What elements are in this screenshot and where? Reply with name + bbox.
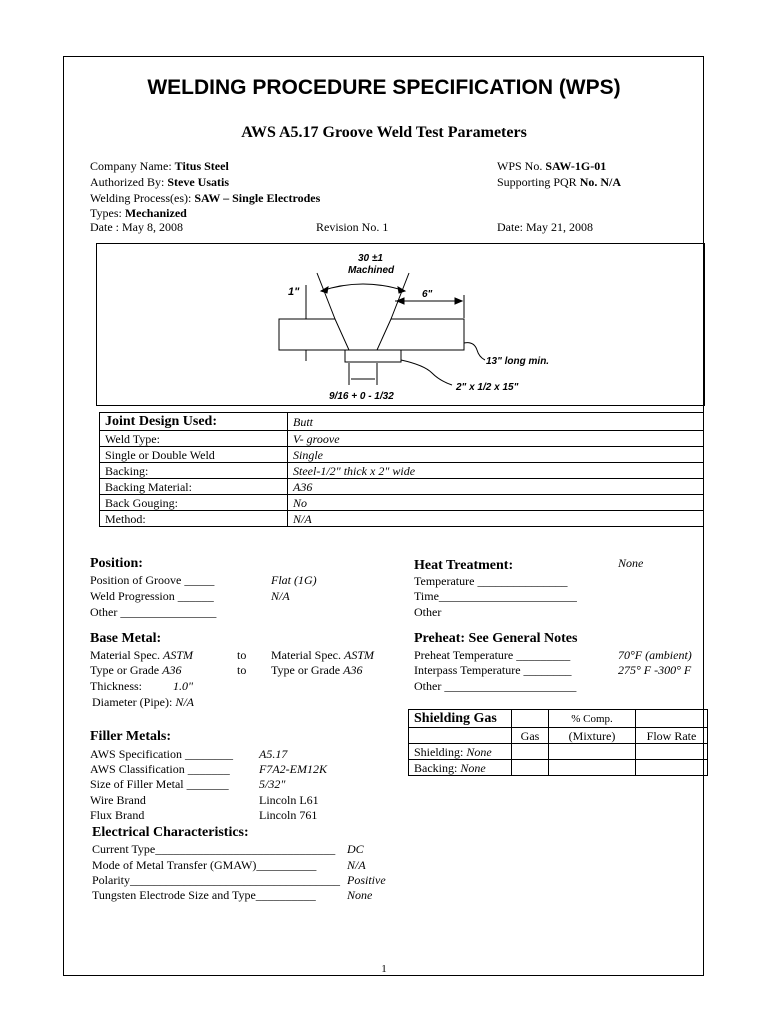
drawing-length: 13" long min.: [486, 356, 550, 367]
table-row: [100, 511, 704, 527]
table-row: [100, 495, 704, 511]
page-number: 1: [381, 963, 387, 975]
tungsten-value: None: [347, 888, 373, 902]
base-metal-title: Base Metal:: [90, 631, 162, 646]
current-type-value: DC: [347, 842, 364, 856]
row-value: V- groove: [288, 431, 704, 447]
drawing-machined: Machined: [348, 265, 395, 276]
thickness-value: 1.0": [173, 679, 194, 693]
comp-header: % Comp.: [549, 710, 636, 728]
material-spec-2: Material Spec. ASTM: [271, 648, 374, 662]
mixture-header: (Mixture): [549, 728, 636, 744]
material-spec-1: Material Spec. ASTM: [90, 648, 193, 662]
table-row: [100, 431, 704, 447]
position-groove-label: Position of Groove _____: [90, 573, 215, 587]
drawing-angle: 30 ±1: [358, 253, 383, 264]
row-label: Back Gouging:: [100, 495, 288, 511]
polarity-label: Polarity___________________________________: [92, 873, 340, 887]
current-type-label: Current Type______________________________: [92, 842, 336, 856]
welding-process: Welding Process(es): SAW – Single Electrodes: [90, 191, 321, 205]
heat-temperature: Temperature _______________: [414, 574, 568, 588]
table-row: [409, 760, 708, 776]
table-row: [409, 744, 708, 760]
wire-brand-value: Lincoln L61: [259, 793, 319, 807]
document-subtitle: AWS A5.17 Groove Weld Test Parameters: [241, 124, 527, 141]
types: Types: Mechanized: [90, 206, 187, 220]
electrical-title: Electrical Characteristics:: [92, 825, 249, 840]
aws-class-label: AWS Classification _______: [90, 762, 230, 776]
backing-row: Backing: None: [409, 760, 512, 776]
joint-drawing: [96, 243, 705, 406]
table-row: [409, 710, 708, 728]
revision-date: Date: May 21, 2008: [497, 220, 593, 234]
metal-transfer-label: Mode of Metal Transfer (GMAW)__________: [92, 858, 317, 872]
interpass-temp-value: 275° F -300° F: [618, 663, 692, 677]
position-other: Other ________________: [90, 605, 217, 619]
wire-brand-label: Wire Brand: [90, 793, 146, 807]
aws-spec-value: A5.17: [259, 747, 288, 761]
polarity-value: Positive: [347, 873, 386, 887]
filler-metals-title: Filler Metals:: [90, 729, 171, 744]
filler-size-value: 5/32": [259, 777, 286, 791]
joint-design-label: Joint Design Used:: [100, 413, 288, 431]
thickness-label: Thickness:: [90, 679, 142, 693]
row-label: Backing Material:: [100, 479, 288, 495]
interpass-temp-label: Interpass Temperature ________: [414, 663, 572, 677]
tungsten-label: Tungsten Electrode Size and Type__________: [92, 888, 316, 902]
row-label: Backing:: [100, 463, 288, 479]
row-value: N/A: [288, 511, 704, 527]
shielding-row: Shielding: None: [409, 744, 512, 760]
metal-transfer-value: N/A: [347, 858, 366, 872]
flux-brand-label: Flux Brand: [90, 808, 145, 822]
grade-2: Type or Grade A36: [271, 663, 363, 677]
document-title: WELDING PROCEDURE SPECIFICATION (WPS): [147, 76, 621, 99]
heat-other: Other: [414, 605, 442, 619]
table-row: [100, 463, 704, 479]
supporting-pqr: Supporting PQR No. N/A: [497, 175, 622, 189]
row-value: A36: [288, 479, 704, 495]
row-value: No: [288, 495, 704, 511]
backing-strip: [345, 350, 401, 362]
table-row: [100, 479, 704, 495]
row-value: Steel-1/2" thick x 2" wide: [288, 463, 704, 479]
preheat-other: Other ______________________: [414, 679, 577, 693]
joint-design-value: Butt: [288, 413, 704, 431]
date: Date : May 8, 2008: [90, 220, 183, 234]
to-1: to: [237, 648, 247, 662]
heat-treatment-title: Heat Treatment:: [414, 558, 514, 573]
aws-spec-label: AWS Specification ________: [90, 747, 234, 761]
drawing-gap: 9/16 + 0 - 1/32: [329, 391, 394, 402]
revision-number: Revision No. 1: [316, 220, 389, 234]
drawing-thickness: 1": [288, 286, 300, 298]
grade-1: Type or Grade A36: [90, 663, 182, 677]
to-2: to: [237, 663, 247, 677]
aws-class-value: F7A2-EM12K: [259, 762, 327, 776]
authorized-by: Authorized By: Steve Usatis: [90, 175, 229, 189]
preheat-temp-label: Preheat Temperature _________: [414, 648, 571, 662]
table-row: [409, 728, 708, 744]
filler-size-label: Size of Filler Metal _______: [90, 777, 229, 791]
left-plate: [279, 319, 349, 350]
table-row: [100, 447, 704, 463]
shielding-gas-table: [408, 709, 708, 776]
heat-treatment-value: None: [618, 556, 644, 570]
shielding-gas-title: Shielding Gas: [409, 710, 512, 728]
row-label: Method:: [100, 511, 288, 527]
preheat-temp-value: 70°F (ambient): [618, 648, 692, 662]
drawing-width: 6": [422, 289, 433, 300]
row-label: Weld Type:: [100, 431, 288, 447]
flow-rate-header: Flow Rate: [636, 728, 708, 744]
heat-time: Time_______________________: [414, 589, 577, 603]
company-name: Company Name: Titus Steel: [90, 159, 229, 173]
position-groove-value: Flat (1G): [271, 573, 317, 587]
right-plate: [377, 319, 464, 350]
weld-progression-value: N/A: [271, 589, 290, 603]
drawing-backing: 2" x 1/2 x 15": [456, 382, 519, 393]
table-row: [100, 413, 704, 431]
wps-number: WPS No. SAW-1G-01: [497, 159, 607, 173]
gas-header: Gas: [512, 728, 549, 744]
position-title: Position:: [90, 556, 143, 571]
row-label: Single or Double Weld: [100, 447, 288, 463]
joint-design-table: [99, 412, 704, 527]
diameter: Diameter (Pipe): N/A: [92, 695, 194, 709]
weld-progression-label: Weld Progression ______: [90, 589, 214, 603]
preheat-title: Preheat: See General Notes: [414, 631, 578, 646]
row-value: Single: [288, 447, 704, 463]
flux-brand-value: Lincoln 761: [259, 808, 318, 822]
